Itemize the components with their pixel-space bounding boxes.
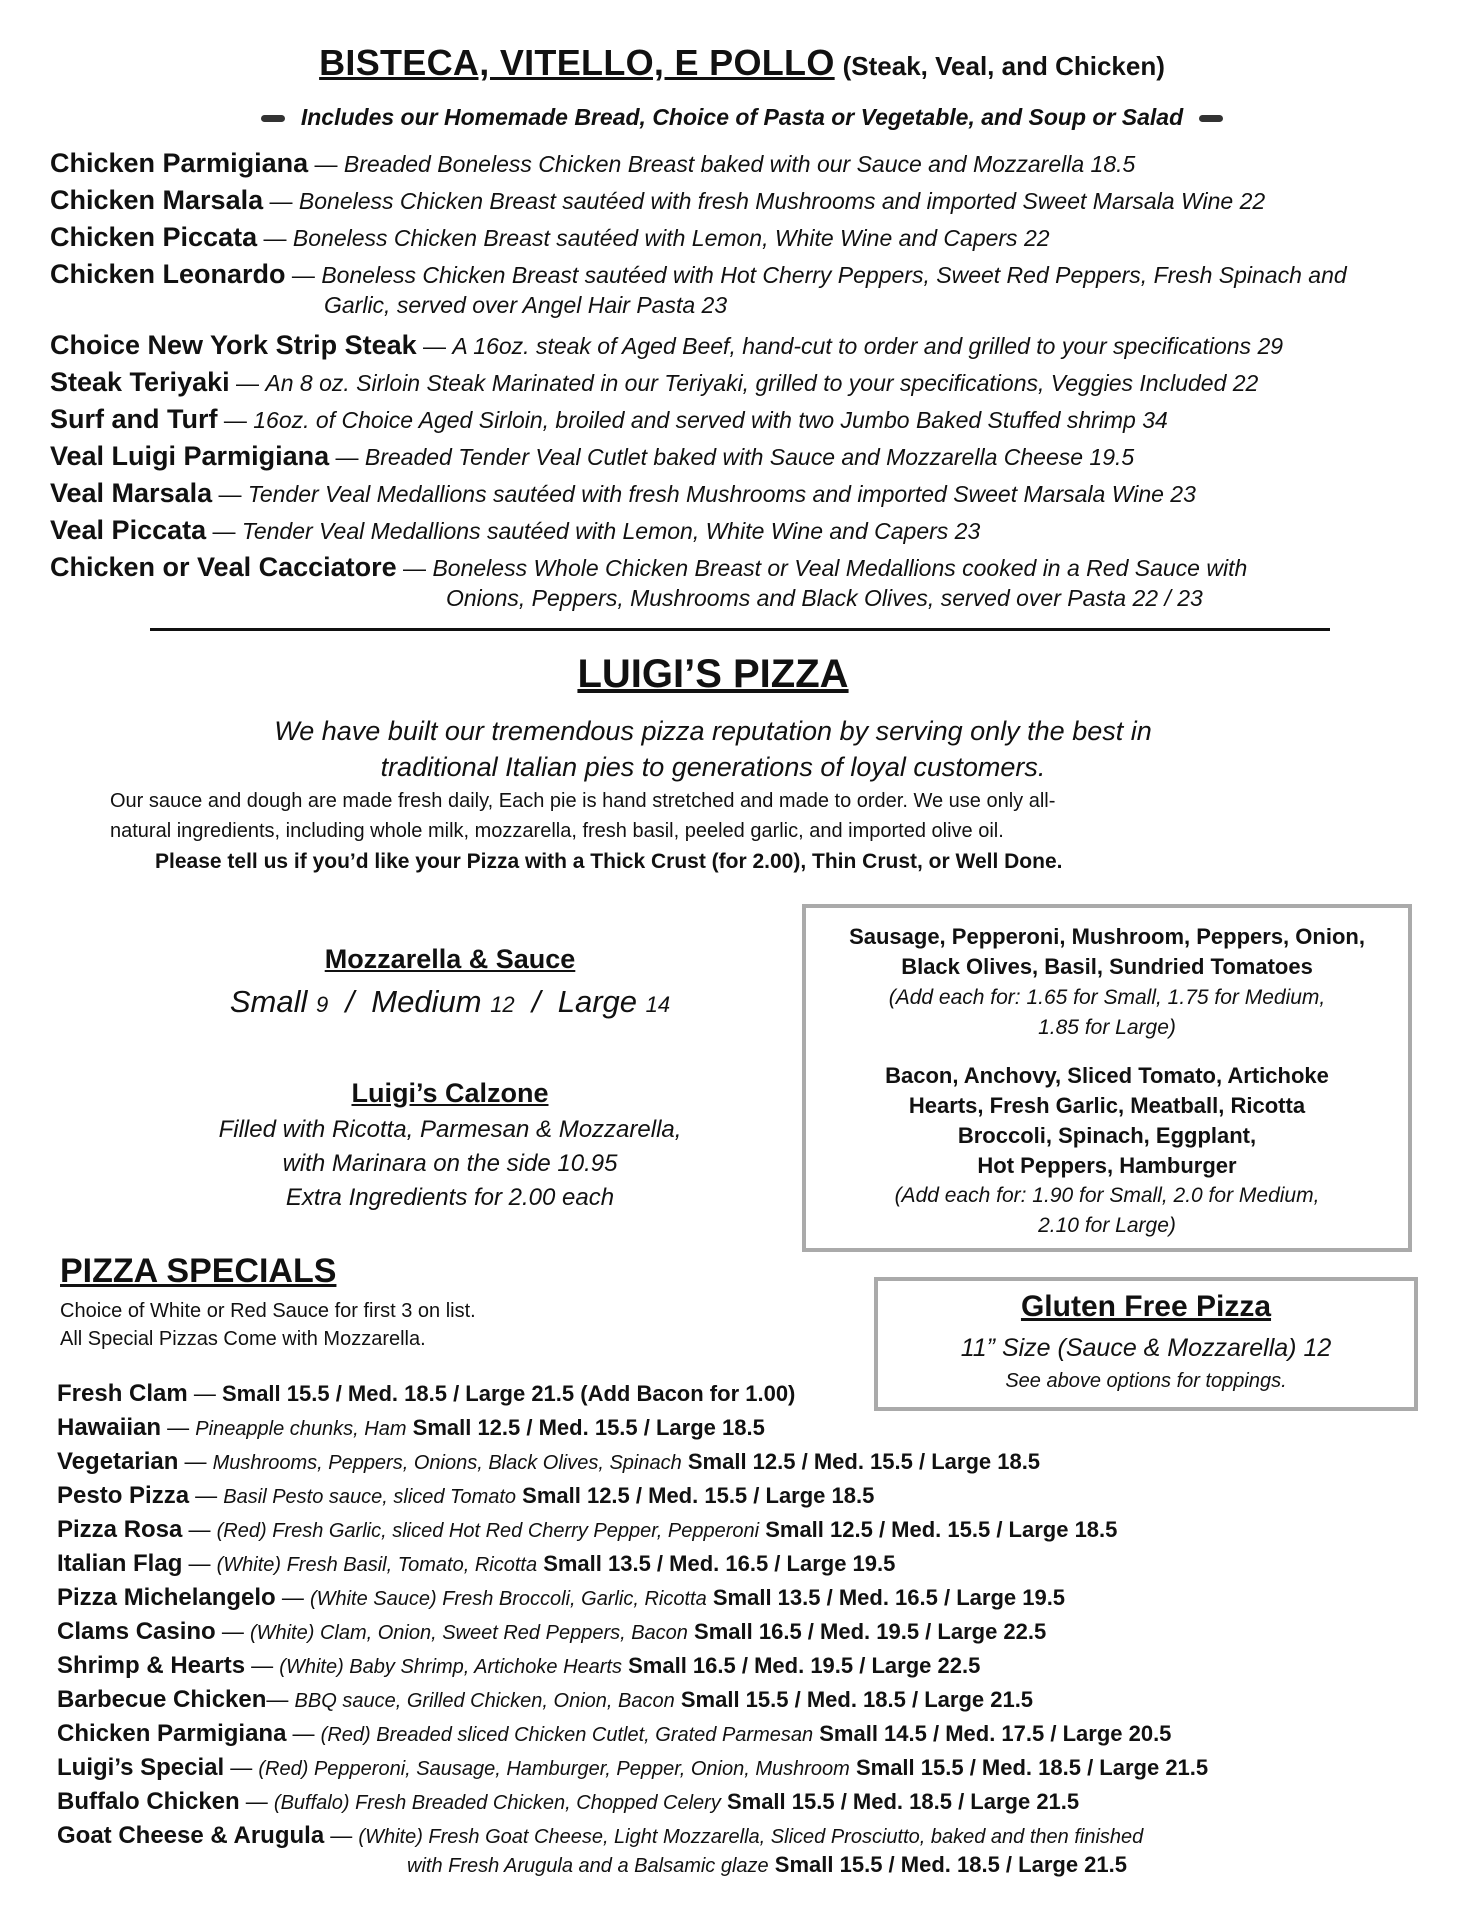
special-desc: Pineapple chunks, Ham bbox=[195, 1418, 407, 1440]
special-cont bbox=[57, 1851, 1477, 1880]
special-item: Hawaiian — Pineapple chunks, Ham Small 12.5 / Med. 15.5 / Large 18.5 bbox=[57, 1414, 765, 1441]
special-price: Small 15.5 / Med. 18.5 / Large 21.5 bbox=[855, 1755, 1209, 1780]
entree-item: Veal Piccata — Tender Veal Medallions sautéed with Lemon, White Wine and Capers 23 bbox=[50, 515, 981, 545]
toppings-group2-price: (Add each for: 1.90 for Small, 2.0 for Medium, bbox=[894, 1184, 1320, 1207]
calzone-line: with Marinara on the side 10.95 bbox=[282, 1150, 618, 1177]
entrees-title-sub: (Steak, Veal, and Chicken) bbox=[842, 51, 1165, 81]
special-desc: (White) Baby Shrimp, Artichoke Hearts bbox=[279, 1656, 622, 1678]
special-desc-cont: with Fresh Arugula and a Balsamic glaze bbox=[407, 1855, 769, 1877]
special-desc: Mushrooms, Peppers, Onions, Black Olives, Spinach bbox=[212, 1452, 682, 1474]
entree-desc: Boneless Whole Chicken Breast or Veal Medallions cooked in a Red Sauce with bbox=[432, 555, 1248, 581]
entree-item: Steak Teriyaki — An 8 oz. Sirloin Steak Marinated in our Teriyaki, grilled to your specifications, Veggies Included 22 bbox=[50, 367, 1259, 397]
entree-name: Chicken or Veal Cacciatore bbox=[50, 552, 397, 582]
special-desc: (Red) Breaded sliced Chicken Cutlet, Grated Parmesan bbox=[320, 1724, 814, 1746]
calzone-line: Filled with Ricotta, Parmesan & Mozzarella, bbox=[218, 1116, 682, 1143]
special-item: Clams Casino — (White) Clam, Onion, Sweet Red Peppers, Bacon Small 16.5 / Med. 19.5 / Large 22.5 bbox=[57, 1618, 1047, 1645]
entree-name: Chicken Leonardo bbox=[50, 259, 286, 289]
pizza-tagline: We have built our tremendous pizza reputation by serving only the best in bbox=[274, 716, 1152, 746]
special-price: Small 14.5 / Med. 17.5 / Large 20.5 bbox=[819, 1721, 1172, 1746]
entrees-title-main: BISTECA, VITELLO, E POLLO bbox=[319, 42, 835, 83]
special-name: Fresh Clam bbox=[57, 1380, 188, 1407]
special-desc: (Red) Fresh Garlic, sliced Hot Red Cherry Pepper, Pepperoni bbox=[216, 1520, 760, 1542]
calzone-line: Extra Ingredients for 2.00 each bbox=[285, 1184, 615, 1211]
special-item: Pesto Pizza — Basil Pesto sauce, sliced Tomato Small 12.5 / Med. 15.5 / Large 18.5 bbox=[57, 1482, 875, 1509]
entree-desc: Boneless Chicken Breast sautéed with Lemon, White Wine and Capers 22 bbox=[292, 225, 1050, 251]
entree-name: Chicken Marsala bbox=[50, 185, 264, 215]
toppings-group1-price: 1.85 for Large) bbox=[1038, 1016, 1176, 1039]
size-label: Medium bbox=[371, 984, 482, 1019]
mozzarella-title: Mozzarella & Sauce bbox=[324, 944, 576, 974]
special-name: Pizza Rosa bbox=[57, 1516, 183, 1543]
special-name: Hawaiian bbox=[57, 1414, 162, 1441]
specials-title: PIZZA SPECIALS bbox=[60, 1252, 337, 1290]
special-price: Small 13.5 / Med. 16.5 / Large 19.5 bbox=[712, 1585, 1066, 1610]
special-price: Small 13.5 / Med. 16.5 / Large 19.5 bbox=[543, 1551, 896, 1576]
special-name: Goat Cheese & Arugula bbox=[57, 1822, 325, 1849]
specials-note: Choice of White or Red Sauce for first 3 on list. bbox=[60, 1300, 476, 1322]
toppings-group2: Broccoli, Spinach, Eggplant, bbox=[957, 1123, 1257, 1148]
entree-item: Chicken Piccata — Boneless Chicken Breast sautéed with Lemon, White Wine and Capers 22 bbox=[50, 222, 1050, 252]
special-item: Shrimp & Hearts — (White) Baby Shrimp, Artichoke Hearts Small 16.5 / Med. 19.5 / Large 22.5 bbox=[57, 1652, 981, 1679]
pizza-intro: Our sauce and dough are made fresh daily, Each pie is hand stretched and made to order. We use only all- bbox=[110, 790, 1056, 812]
special-price: Small 16.5 / Med. 19.5 / Large 22.5 bbox=[628, 1653, 981, 1678]
special-name: Buffalo Chicken bbox=[57, 1788, 240, 1815]
special-item: Barbecue Chicken— BBQ sauce, Grilled Chicken, Onion, Bacon Small 15.5 / Med. 18.5 / Large 21.5 bbox=[57, 1686, 1034, 1713]
entree-desc: Breaded Boneless Chicken Breast baked with our Sauce and Mozzarella 18.5 bbox=[343, 151, 1136, 177]
pizza-title: LUIGI’S PIZZA bbox=[577, 652, 849, 696]
entree-desc: Breaded Tender Veal Cutlet baked with Sauce and Mozzarella Cheese 19.5 bbox=[364, 444, 1135, 470]
special-name: Luigi’s Special bbox=[57, 1754, 225, 1781]
mozzarella-sizes: Small 9 / Medium 12 / Large 14 bbox=[229, 984, 671, 1019]
special-price: Small 12.5 / Med. 15.5 / Large 18.5 bbox=[412, 1415, 765, 1440]
special-desc: (Buffalo) Fresh Breaded Chicken, Chopped Celery bbox=[273, 1792, 721, 1814]
entree-item: Chicken Parmigiana — Breaded Boneless Chicken Breast baked with our Sauce and Mozzarella 18.5 bbox=[50, 148, 1136, 178]
toppings-group1: Black Olives, Basil, Sundried Tomatoes bbox=[901, 954, 1313, 979]
size-label: Large bbox=[557, 984, 638, 1019]
pizza-tagline: traditional Italian pies to generations of loyal customers. bbox=[380, 752, 1046, 782]
special-name: Chicken Parmigiana bbox=[57, 1720, 287, 1747]
entree-item: Chicken or Veal Cacciatore — Boneless Whole Chicken Breast or Veal Medallions cooked in a Red Sauce with Onions, Peppers, Mushrooms and Black Olives, served over Pasta 22 / 23 bbox=[50, 552, 1450, 613]
special-name: Vegetarian bbox=[57, 1448, 179, 1475]
size-price: 12 bbox=[490, 992, 515, 1017]
entree-item: Chicken Marsala — Boneless Chicken Breast sautéed with fresh Mushrooms and imported Sweet Marsala Wine 22 bbox=[50, 185, 1266, 215]
section-divider bbox=[150, 628, 1330, 631]
size-price: 14 bbox=[645, 992, 671, 1017]
specials-note: All Special Pizzas Come with Mozzarella. bbox=[60, 1328, 426, 1350]
entree-item: Chicken Leonardo — Boneless Chicken Breast sautéed with Hot Cherry Peppers, Sweet Red Peppers, Fresh Spinach and Garlic, served over Angel Hair Pasta 23 bbox=[50, 259, 1450, 320]
special-name: Italian Flag bbox=[57, 1550, 183, 1577]
entrees-title bbox=[0, 42, 1484, 84]
entree-desc-cont: Onions, Peppers, Mushrooms and Black Olives, served over Pasta 22 / 23 bbox=[446, 585, 1203, 611]
dash-right-icon bbox=[1199, 115, 1223, 122]
toppings-group2: Bacon, Anchovy, Sliced Tomato, Artichoke bbox=[885, 1063, 1329, 1088]
special-price: Small 15.5 / Med. 18.5 / Large 21.5 bbox=[774, 1852, 1127, 1877]
special-price: Small 16.5 / Med. 19.5 / Large 22.5 bbox=[694, 1619, 1047, 1644]
entree-desc: 16oz. of Choice Aged Sirloin, broiled and served with two Jumbo Baked Stuffed shrimp 34 bbox=[253, 407, 1168, 433]
entree-name: Choice New York Strip Steak bbox=[50, 330, 417, 360]
special-item: Chicken Parmigiana — (Red) Breaded sliced Chicken Cutlet, Grated Parmesan Small 14.5 / Med. 17.5 / Large 20.5 bbox=[57, 1720, 1172, 1747]
entree-name: Chicken Parmigiana bbox=[50, 148, 309, 178]
entree-item: Surf and Turf — 16oz. of Choice Aged Sirloin, broiled and served with two Jumbo Baked Stuffed shrimp 34 bbox=[50, 404, 1168, 434]
special-desc: Basil Pesto sauce, sliced Tomato bbox=[223, 1486, 517, 1508]
entree-desc: A 16oz. steak of Aged Beef, hand-cut to order and grilled to your specifications 29 bbox=[452, 333, 1284, 359]
special-price: Small 15.5 / Med. 18.5 / Large 21.5 bbox=[726, 1789, 1080, 1814]
entree-name: Steak Teriyaki bbox=[50, 367, 230, 397]
gluten-free-note: See above options for toppings. bbox=[1005, 1370, 1287, 1392]
entree-item: Veal Luigi Parmigiana — Breaded Tender Veal Cutlet baked with Sauce and Mozzarella Cheese 19.5 bbox=[50, 441, 1135, 471]
entree-name: Surf and Turf bbox=[50, 404, 218, 434]
special-price: Small 15.5 / Med. 18.5 / Large 21.5 (Add Bacon for 1.00) bbox=[221, 1381, 796, 1406]
special-name: Pizza Michelangelo bbox=[57, 1584, 276, 1611]
gluten-free-title: Gluten Free Pizza bbox=[1020, 1290, 1272, 1323]
toppings-group2: Hearts, Fresh Garlic, Meatball, Ricotta bbox=[908, 1093, 1306, 1118]
special-price: Small 12.5 / Med. 15.5 / Large 18.5 bbox=[522, 1483, 875, 1508]
special-desc: (White) Clam, Onion, Sweet Red Peppers, Bacon bbox=[249, 1622, 688, 1644]
entree-item: Veal Marsala — Tender Veal Medallions sautéed with fresh Mushrooms and imported Sweet Marsala Wine 23 bbox=[50, 478, 1196, 508]
special-item: Buffalo Chicken — (Buffalo) Fresh Breaded Chicken, Chopped Celery Small 15.5 / Med. 18.5 / Large 21.5 bbox=[57, 1788, 1080, 1815]
entree-name: Veal Marsala bbox=[50, 478, 213, 508]
special-price: Small 12.5 / Med. 15.5 / Large 18.5 bbox=[687, 1449, 1041, 1474]
special-item: Pizza Rosa — (Red) Fresh Garlic, sliced Hot Red Cherry Pepper, Pepperoni Small 12.5 / Med. 15.5 / Large 18.5 bbox=[57, 1516, 1118, 1543]
calzone-title: Luigi’s Calzone bbox=[351, 1078, 549, 1108]
size-price: 9 bbox=[315, 992, 329, 1017]
entree-name: Chicken Piccata bbox=[50, 222, 258, 252]
entree-item: Choice New York Strip Steak — A 16oz. steak of Aged Beef, hand-cut to order and grilled to your specifications 29 bbox=[50, 330, 1284, 360]
entree-desc: An 8 oz. Sirloin Steak Marinated in our Teriyaki, grilled to your specifications, Veggies Included 22 bbox=[265, 370, 1259, 396]
gluten-free-line: 11” Size (Sauce & Mozzarella) 12 bbox=[960, 1334, 1332, 1362]
special-desc: (White) Fresh Goat Cheese, Light Mozzarella, Sliced Prosciutto, baked and then finished bbox=[358, 1826, 1144, 1848]
special-desc: (White Sauce) Fresh Broccoli, Garlic, Ricotta bbox=[309, 1588, 707, 1610]
toppings-group2: Hot Peppers, Hamburger bbox=[977, 1153, 1237, 1178]
special-item: Luigi’s Special — (Red) Pepperoni, Sausage, Hamburger, Pepper, Onion, Mushroom Small 15.5 / Med. 18.5 / Large 21.5 bbox=[57, 1754, 1209, 1781]
special-price: Small 12.5 / Med. 15.5 / Large 18.5 bbox=[765, 1517, 1118, 1542]
entree-desc: Boneless Chicken Breast sautéed with Hot Cherry Peppers, Sweet Red Peppers, Fresh Spinach and bbox=[321, 262, 1347, 288]
special-name: Clams Casino bbox=[57, 1618, 216, 1645]
toppings-group1-price: (Add each for: 1.65 for Small, 1.75 for Medium, bbox=[888, 986, 1326, 1009]
special-name: Barbecue Chicken bbox=[57, 1686, 267, 1713]
crust-note: Please tell us if you’d like your Pizza with a Thick Crust (for 2.00), Thin Crust, or Well Done. bbox=[155, 850, 1063, 873]
special-desc: BBQ sauce, Grilled Chicken, Onion, Bacon bbox=[294, 1690, 675, 1712]
entree-name: Veal Luigi Parmigiana bbox=[50, 441, 330, 471]
toppings-group1: Sausage, Pepperoni, Mushroom, Peppers, Onion, bbox=[849, 924, 1365, 949]
special-desc: (Red) Pepperoni, Sausage, Hamburger, Pepper, Onion, Mushroom bbox=[258, 1758, 850, 1780]
special-item: Italian Flag — (White) Fresh Basil, Tomato, Ricotta Small 13.5 / Med. 16.5 / Large 19.5 bbox=[57, 1550, 896, 1577]
special-item: Vegetarian — Mushrooms, Peppers, Onions, Black Olives, Spinach Small 12.5 / Med. 15.5 / Large 18.5 bbox=[57, 1448, 1041, 1475]
entree-desc: Tender Veal Medallions sautéed with Lemon, White Wine and Capers 23 bbox=[241, 518, 981, 544]
entrees-includes bbox=[0, 104, 1484, 131]
entree-desc: Tender Veal Medallions sautéed with fresh Mushrooms and imported Sweet Marsala Wine 23 bbox=[247, 481, 1196, 507]
entree-name: Veal Piccata bbox=[50, 515, 207, 545]
size-label: Small bbox=[229, 984, 308, 1019]
entree-desc: Boneless Chicken Breast sautéed with fresh Mushrooms and imported Sweet Marsala Wine 22 bbox=[298, 188, 1266, 214]
entree-desc-cont: Garlic, served over Angel Hair Pasta 23 bbox=[324, 292, 728, 318]
entrees-includes-text: Includes our Homemade Bread, Choice of Pasta or Vegetable, and Soup or Salad bbox=[300, 104, 1184, 130]
special-price: Small 15.5 / Med. 18.5 / Large 21.5 bbox=[680, 1687, 1034, 1712]
special-item: Pizza Michelangelo — (White Sauce) Fresh Broccoli, Garlic, Ricotta Small 13.5 / Med. 16.5 / Large 19.5 bbox=[57, 1584, 1066, 1611]
special-item: Goat Cheese & Arugula — (White) Fresh Goat Cheese, Light Mozzarella, Sliced Prosciutto, baked and then finished with Fresh Arugula and a Balsamic glaze Small 15.5 / Med. 18.5 / Large 21.5 bbox=[57, 1822, 1477, 1880]
toppings-group2-price: 2.10 for Large) bbox=[1038, 1214, 1176, 1237]
special-desc: (White) Fresh Basil, Tomato, Ricotta bbox=[216, 1554, 538, 1576]
special-name: Pesto Pizza bbox=[57, 1482, 190, 1509]
dash-left-icon bbox=[261, 115, 285, 122]
special-name: Shrimp & Hearts bbox=[57, 1652, 246, 1679]
special-item: Fresh Clam — Small 15.5 / Med. 18.5 / Large 21.5 (Add Bacon for 1.00) bbox=[57, 1380, 796, 1407]
pizza-intro: natural ingredients, including whole milk, mozzarella, fresh basil, peeled garlic, and imported olive oil. bbox=[110, 820, 1004, 842]
